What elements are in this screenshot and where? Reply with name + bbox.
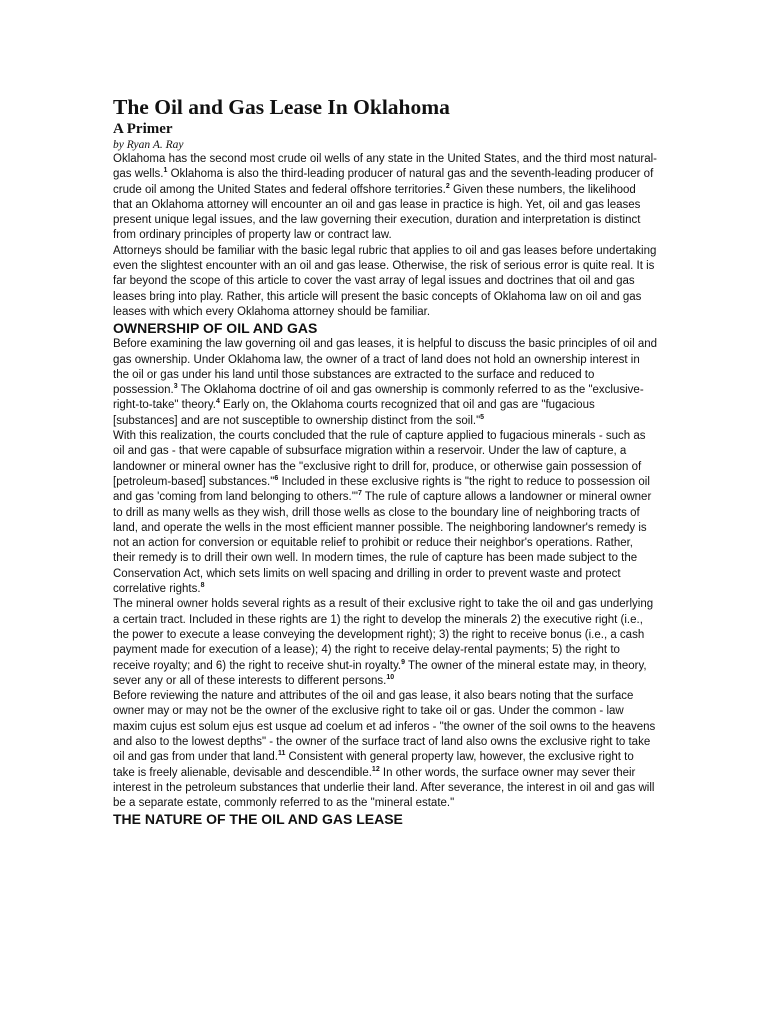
footnote-ref: 9 bbox=[401, 658, 405, 666]
document-subtitle: A Primer bbox=[113, 121, 173, 137]
footnote-ref: 11 bbox=[277, 750, 286, 758]
footnote-ref: 5 bbox=[480, 413, 485, 421]
paragraph-ownership-2: With this realization, the courts concluded that the rule of capture applied to fugacious minerals - such as oil and gas - that were capable of subsurface migration within a reservoir. Under the law of capture, a landowner or mineral owner has the "exclusive right to drill for, produce, or otherwise gain possession of [petroleum-based] substances."$^6$ Included in these exclusive rights is "the right to reduce to possession oil and gas 'coming from land belonging to others.'"$^7$ The rule of capture allows a landowner or mineral owner to drill as many wells as they wish, drill those wells as close to the boundary line of neighboring tracts of land, and operate the wells in the most efficient manner possible. The neighboring landowner's remedy is not an action for conversion or equitable relief to prohibit or reduce their neighbor's operations. Rather, their remedy is to drill their own well. In modern times, the rule of capture has been made subject to the Conservation Act, which sets limits on well spacing and drilling in order to prevent waste and protect correlative rights.$^8$ bbox=[113, 430, 652, 596]
document-title: The Oil and Gas Lease In Oklahoma bbox=[113, 95, 450, 119]
paragraph-ownership-4: Before reviewing the nature and attributes of the oil and gas lease, it also bears noting that the surface owner may or may not be the owner of the exclusive right to take oil or gas. Under the common - law maxim cujus est solum ejus est usque ad coelum et ad inferos - "the owner of the soil owns to the heavens and also to the lowest depths" - the owner of the surface tract of land also owns the exclusive right to take oil and gas from under that land.$^{11}$ Consistent with general property law, however, the exclusive right to take is freely alienable, devisable and descendible.$^{12}$ In other words, the surface owner may sever their interest in the petroleum substances that underlie their land. After severance, the interest in oil and gas will be a separate estate, commonly referred to as the "mineral estate." bbox=[113, 690, 656, 810]
section-heading-ownership: OWNERSHIP OF OIL AND GAS bbox=[113, 320, 318, 337]
footnote-ref: 1 bbox=[163, 167, 168, 175]
paragraph-intro-2: Attorneys should be familiar with the basic legal rubric that applies to oil and gas leases before undertaking even the slightest encounter with an oil and gas lease. Otherwise, the risk of serious error is quite real. It is far beyond the scope of this article to cover the vast array of legal issues and doctrines that oil and gas leases bring into play. Rather, this article will present the basic concepts of Oklahoma law on oil and gas leases with which every Oklahoma attorney should be familiar. bbox=[113, 244, 657, 318]
footnote-ref: 4 bbox=[215, 398, 220, 406]
footnote-ref: 3 bbox=[173, 383, 178, 391]
footnote-ref: 6 bbox=[274, 474, 279, 482]
author-byline: by Ryan A. Ray bbox=[113, 139, 184, 151]
footnote-ref: 7 bbox=[358, 490, 362, 498]
paragraph-intro-1: Oklahoma has the second most crude oil wells of any state in the United States, and the third most natural-gas wells.$^1$ Oklahoma is also the third-leading producer of natural gas and the seventh-leading producer of crude oil among the United States and federal offshore territories.$^2$ Given these numbers, the likelihood that an Oklahoma attorney will encounter an oil and gas lease in practice is high. Yet, oil and gas leases present unique legal issues, and the law governing their execution, duration and interpretation is distinct from ordinary principles of property law or contract law. bbox=[113, 153, 657, 242]
footnote-ref: 8 bbox=[200, 582, 205, 590]
section-heading-nature: THE NATURE OF THE OIL AND GAS LEASE bbox=[113, 811, 403, 828]
footnote-ref: 10 bbox=[386, 673, 395, 681]
footnote-ref: 2 bbox=[445, 182, 450, 190]
document-page bbox=[113, 94, 658, 828]
paragraph-ownership-1: Before examining the law governing oil and gas leases, it is helpful to discuss the basic principles of oil and gas ownership. Under Oklahoma law, the owner of a tract of land does not hold an ownership interest in the oil or gas under his land until those substances are extracted to the surface and reduced to possession.$^3$ The Oklahoma doctrine of oil and gas ownership is commonly referred to as the "exclusive-right-to-take" theory.$^4$ Early on, the Oklahoma courts recognized that oil and gas are "fugacious [substances] and are not susceptible to ownership distinct from the soil."$^5$ bbox=[113, 338, 658, 427]
footnote-ref: 12 bbox=[371, 765, 380, 773]
paragraph-ownership-3: The mineral owner holds several rights as a result of their exclusive right to take the oil and gas underlying a certain tract. Included in these rights are 1) the right to develop the minerals 2) the executive right (i.e., the power to execute a lease conveying the development right); 3) the right to receive bonus (i.e., a cash payment made for execution of a lease); 4) the right to receive delay-rental payments; 5) the right to receive royalty; and 6) the right to receive shut-in royalty.$^9$ The owner of the mineral estate may, in theory, sever any or all of these interests to different persons.$^{10}$ bbox=[113, 598, 654, 687]
